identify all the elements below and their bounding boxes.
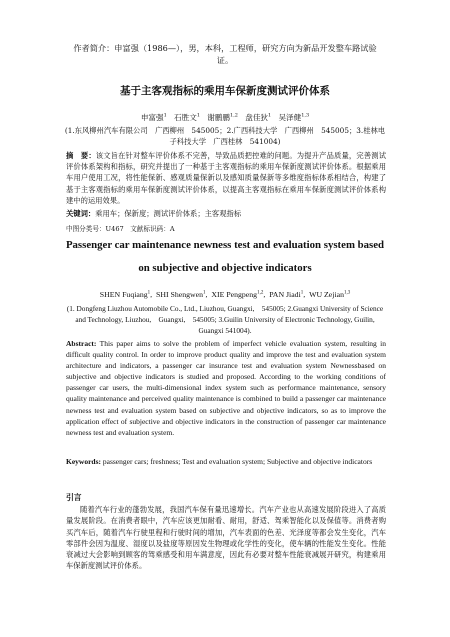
author-name: XIE Pengpeng: [211, 290, 258, 299]
abstract-text: 该文旨在针对整车评价体系不完善，导致品质把控难的问题。为提升产品质量，完善测试评价体系架构和指标，研究并提出了一种基于主客观指标的乘用车保新度测试评价体系。根据乘用车用户使用工况，将性能保新、感观质量保新以及感知质量保新等多维度指标体系相结合，构建了基于主客观指标的乘用车保新度测试评价体系，以提高主客观指标在乘用车保新度测试评价体系构建中的运用效果。: [66, 151, 386, 205]
chinese-abstract: [66, 150, 386, 206]
author-affil-mark: 1,2: [257, 290, 264, 296]
author-name: 谢鹏鹏: [207, 113, 231, 122]
author-affil-mark: 1: [163, 112, 167, 119]
author-name: 申富强: [140, 113, 164, 122]
keywords-label: 关键词：: [66, 209, 96, 218]
keywords-text: passenger cars; freshness; Test and evaluation system; Subjective and objective indicators: [101, 457, 373, 466]
abstract-label: Abstract:: [66, 339, 97, 348]
author-affil-mark: 1: [300, 290, 304, 296]
english-keywords: [66, 456, 386, 467]
keywords-text: 乘用车；保新度；测试评价体系；主客观指标: [95, 209, 242, 218]
chinese-affiliations: (1.东风柳州汽车有限公司 广西柳州 545005；2.广西科技大学 广西柳州 545005；3.桂林电子科技大学 广西桂林 541004): [64, 126, 386, 146]
author-affil-mark: 1: [268, 112, 272, 119]
chinese-title: 基于主客观指标的乘用车保新度测试评价体系: [120, 85, 330, 97]
chinese-author-list: [40, 112, 410, 123]
author-name: PAN Jiadi: [269, 290, 301, 299]
abstract-label: 摘 要：: [66, 151, 96, 160]
author-affil-mark: 1,3: [301, 112, 310, 119]
author-affil-mark: 1: [196, 112, 200, 119]
chinese-keywords: [66, 209, 386, 219]
english-author-list: SHEN Fuqiang$^1$, SHI Shengwen$^1$, XIE Pengpeng$^{1,2}$, PAN Jiadi$^1$, WU Zejian$^{1,3}$: [99, 290, 351, 299]
abstract-text: This paper aims to solve the problem of imperfect vehicle evaluation system, resulting in difficult quality control. In order to improve product quality and improve the test and evaluation system architecture and indicators, a passenger car insurance test and evaluation system Newnessbased on subjective and objective indicators is studied and proposed. According to the working conditions of passenger car users, the multi-dimensional index system such as performance maintenance, sensory quality maintenance and perceived quality maintenance is combined to build a passenger car maintenance newness test and evaluation system based on subjective and objective indicators, so as to improve the application effect of subjective and objective indicators in the construction of passenger car maintenance newness test and evaluation system.: [66, 339, 386, 437]
keywords-label: Keywords:: [66, 457, 101, 466]
author-affil-mark: 1,3: [343, 290, 351, 296]
author-name: SHEN Fuqiang: [99, 290, 148, 299]
english-title-line-1: Passenger car maintenance newness test and evaluation system based: [65, 239, 385, 251]
author-name: SHI Shengwen: [156, 290, 204, 299]
author-name: 石胜文: [174, 113, 197, 122]
english-title-line-2: on subjective and objective indicators: [138, 262, 312, 274]
english-abstract: [66, 338, 386, 438]
introduction-paragraph: 随着汽车行业的蓬勃发展，我国汽车保有量迅速增长。汽车产业也从高速发展阶段进入了高质量发展阶段。在消费者眼中，汽车应该更加耐看、耐用，舒适、驾乘智能化以及保值等。消费者购买汽车后，随着汽车行驶里程和行驶时间的增加，汽车表面的色差、光泽度等都会发生变化，汽车零部件会因为温度、湿度以及盐度等原因发生物理或化学性的变化，使车辆的性能发生变化。性能衰减过大会影响到顾客的驾乘感受和用车满意度，因此有必要对整车性能衰减展开研究，构建乘用车保新度测试评价体系。: [66, 505, 386, 571]
english-affiliations: (1. Dongfeng Liuzhou Automobile Co., Ltd., Liuzhou, Guangxi, 545005; 2.Guangxi University of Science and Technology, Liuzhou, Guangxi, 545005; 3.Guilin University of Electronic Technology, Guilin, Guangxi 541004).: [66, 304, 384, 335]
author-note: 作者简介：申富强（1986—），男，本科，工程师，研究方向为新品开发整车路试验证。: [73, 43, 377, 65]
author-name: 盘佳狄: [245, 113, 269, 122]
author-affil-mark: 1: [147, 290, 151, 296]
author-affil-mark: 1,2: [230, 112, 238, 119]
classification-codes: 中图分类号：U467 文献标识码：A: [66, 225, 175, 233]
section-heading-introduction: 引言: [66, 493, 82, 502]
author-name: 吴泽健: [278, 113, 302, 122]
author-affil-mark: 1: [203, 290, 206, 296]
author-name: WU Zejian: [309, 290, 344, 299]
